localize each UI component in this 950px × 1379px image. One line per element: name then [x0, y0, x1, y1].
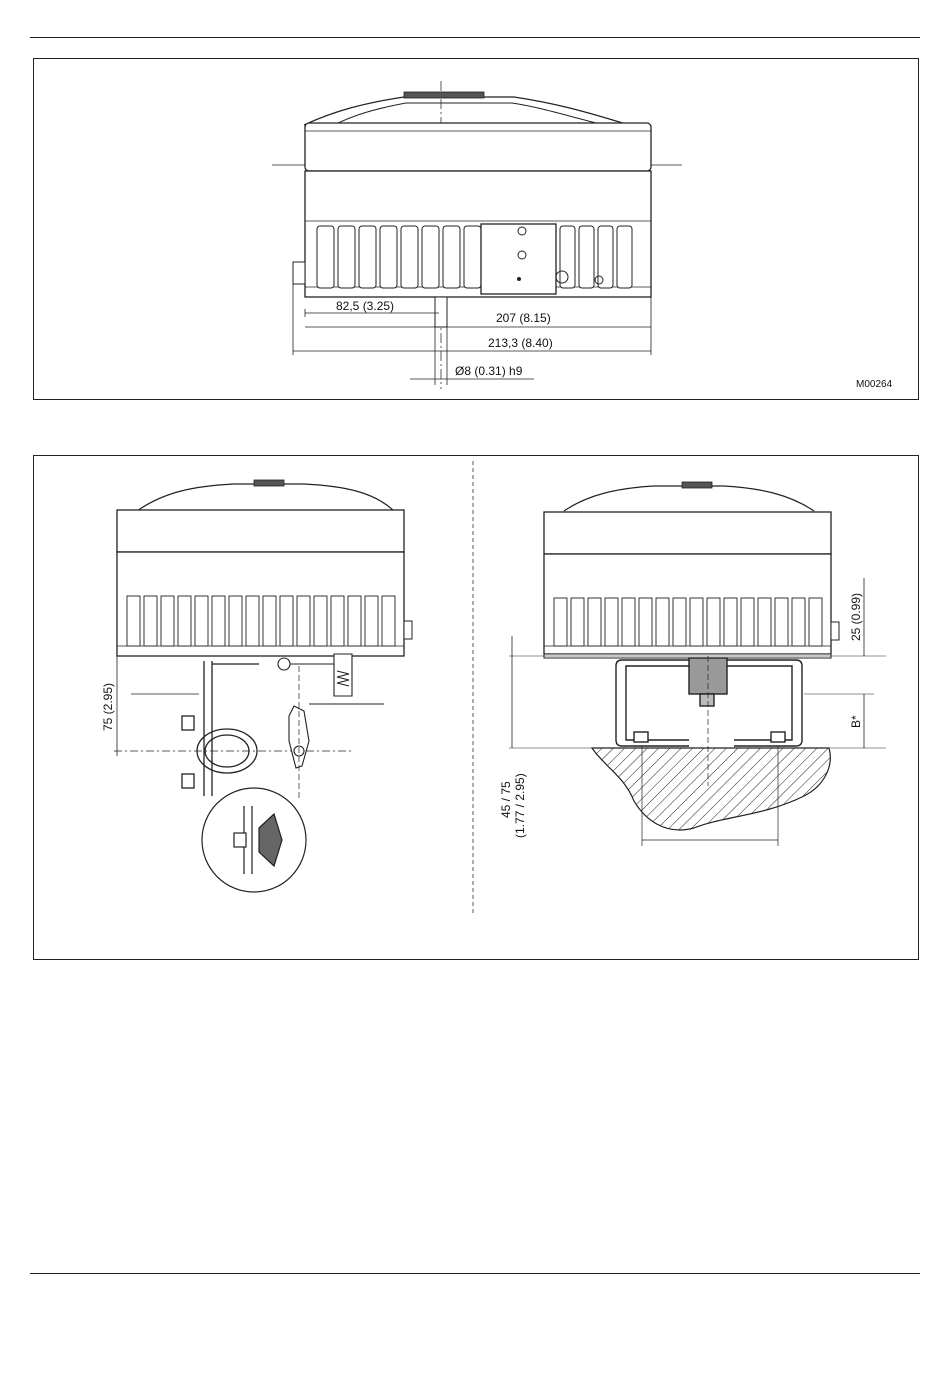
pipe-mount-bracket [114, 661, 354, 796]
dim-75: 75 (2.95) [101, 682, 115, 731]
dim-25: 25 (0.99) [849, 592, 863, 641]
dim-b: B* [849, 715, 863, 728]
dim-shaft: Ø8 (0.31) h9 [455, 364, 523, 378]
housing-cover [305, 123, 651, 171]
bottom-drawing [34, 456, 918, 959]
mounting-plate [481, 224, 556, 294]
side-connector [293, 262, 305, 284]
lever-assembly [278, 654, 384, 801]
dim-213-3: 213,3 (8.40) [488, 336, 553, 350]
dim-82-5: 82,5 (3.25) [336, 299, 395, 313]
header-rule [30, 37, 920, 38]
cooling-fins [317, 226, 632, 288]
dim-45-75-in: (1.77 / 2.95) [513, 773, 527, 838]
bottom-drawing-frame [33, 455, 919, 960]
top-drawing-frame [33, 58, 919, 400]
detail-view [202, 788, 306, 892]
housing-top-handle [304, 97, 629, 125]
dim-207: 207 (8.15) [496, 311, 551, 325]
top-drawing [34, 59, 918, 399]
dim-45-75: 45 / 75 [499, 781, 513, 818]
shaft [435, 297, 447, 327]
drawing-code: M00264 [856, 379, 893, 390]
mounting-surface [592, 748, 830, 830]
footer-rule [30, 1273, 920, 1274]
